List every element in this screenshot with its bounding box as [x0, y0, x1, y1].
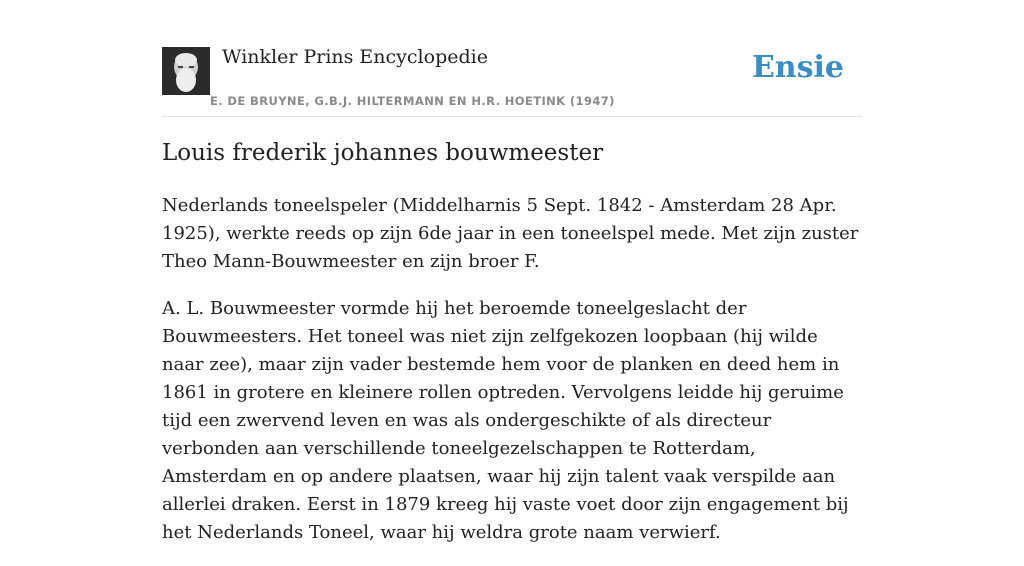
article-paragraph: Nederlands toneelspeler (Middelharnis 5 Sept. 1842 - Amsterdam 28 Apr. 1925), werkte reeds op zijn 6de jaar in een toneelspel mede. Met zijn zuster Theo Mann-Bouwmeester en zijn broer F.	[162, 195, 859, 272]
source-title[interactable]: Winkler Prins Encyclopedie	[222, 46, 488, 68]
article-title: Louis frederik johannes bouwmeester	[162, 140, 604, 166]
article-body	[162, 192, 862, 566]
source-authors: E. DE BRUYNE, G.B.J. HILTERMANN EN H.R. HOETINK (1947)	[210, 94, 615, 108]
portrait-icon	[162, 47, 210, 95]
article-paragraph: A. L. Bouwmeester vormde hij het beroemde toneelgeslacht der Bouwmeesters. Het toneel was niet zijn zelfgekozen loopbaan (hij wilde naar zee), maar zijn vader bestemde hem voor de planken en deed hem in 1861 in grotere en kleinere rollen optreden. Vervolgens leidde hij geruime tijd een zwervend leven en was als ondergeschikte of als directeur verbonden aan verschillende toneelgezelschappen te Rotterdam, Amsterdam en op andere plaatsen, waar hij zijn talent vaak verspilde aan allerlei draken. Eerst in 1879 kreeg hij vaste voet door zijn engagement bij het Nederlands Toneel, waar hij weldra grote naam verwierf.	[162, 298, 849, 543]
brand-logo[interactable]: Ensie	[751, 50, 844, 85]
source-header	[162, 40, 862, 117]
